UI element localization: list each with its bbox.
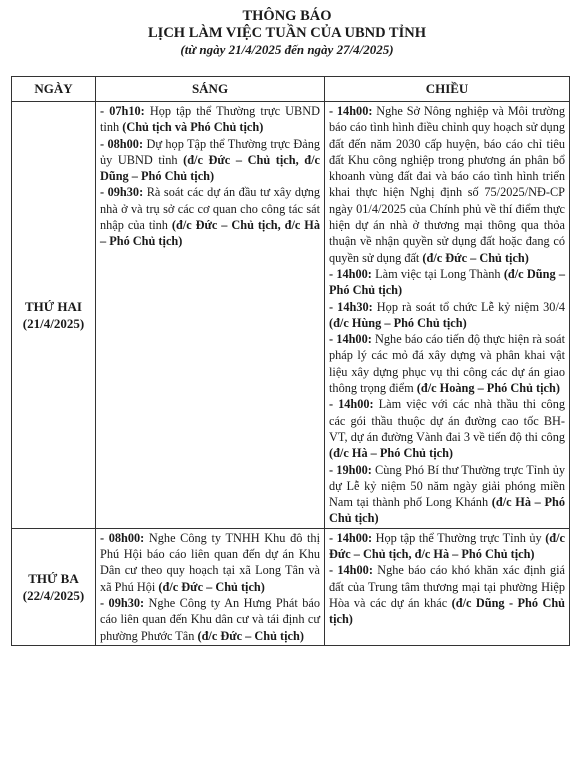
item-text: Họp rà soát tổ chức Lễ kỷ niệm 30/4 [372, 299, 566, 314]
item-time: - 14h00: [329, 332, 372, 347]
item-attendees: (đ/c Đức – Chủ tịch) [422, 250, 529, 265]
item-time: - 08h00: [100, 530, 145, 545]
item-attendees: (đ/c Dũng – Phó Chủ tịch) [329, 266, 565, 298]
item-attendees: (đ/c Hoàng – Phó Chủ tịch) [416, 381, 560, 396]
afternoon-cell [325, 528, 570, 645]
item-attendees: (đ/c Đức – Chủ tịch, đ/c Hà – Phó Chủ tịch) [100, 218, 320, 249]
item-attendees: (đ/c Đức – Chủ tịch) [197, 628, 304, 643]
schedule-item [329, 331, 565, 396]
day-name: THỨ BA [28, 570, 79, 586]
schedule-item [329, 530, 565, 563]
item-text: Nghe báo cáo tiến độ thực hiện rà soát pháp lý các mỏ đá xây dựng và phân khai vật liệu xây dựng phục vụ thi công các dự án giao thông trọng điểm [329, 332, 565, 396]
item-text: Rà soát các dự án đầu tư xây dựng nhà ở và trụ sở các cơ quan cho công tác sát nhập của tỉnh [100, 185, 320, 233]
schedule-item [100, 136, 320, 185]
item-text: Nghe Công ty An Hưng Phát báo cáo liên quan đến Khu dân cư và tái định cư phường Phước Tân [100, 595, 320, 643]
item-text: Họp tập thể Thường trực UBND tỉnh [100, 104, 320, 135]
table-row [12, 102, 570, 529]
morning-cell [96, 528, 325, 645]
item-attendees: (đ/c Đức – Chủ tịch, đ/c Hà – Phó Chủ tịch) [329, 530, 565, 562]
item-attendees: (đ/c Đức – Chủ tịch) [158, 579, 265, 594]
item-attendees: (Chủ tịch và Phó Chủ tịch) [122, 120, 264, 135]
schedule-item [100, 103, 320, 136]
item-text: Làm việc tại Long Thành [371, 266, 504, 281]
day-name: THỨ HAI [25, 298, 82, 314]
item-attendees: (đ/c Hà – Phó Chủ tịch) [329, 446, 454, 461]
item-time: - 14h00: [329, 104, 373, 118]
notice-subtitle: LỊCH LÀM VIỆC TUẦN CỦA UBND TỈNH [148, 25, 426, 41]
col-morning: SÁNG [96, 77, 325, 102]
item-time: - 14h00: [329, 563, 373, 578]
item-attendees: (đ/c Dũng - Phó Chủ tịch) [329, 595, 565, 627]
day-cell [12, 528, 96, 645]
item-attendees: (đ/c Hà – Phó Chủ tịch) [329, 495, 565, 526]
afternoon-cell [325, 102, 570, 529]
schedule-item [329, 266, 565, 299]
schedule-item [329, 462, 565, 527]
item-time: - 14h00: [329, 397, 374, 412]
item-text: Làm việc với các nhà thầu thi công các gói thầu thuộc dự án đường cao tốc BH-VT, dự án đường Vành đai 3 về tiến độ thi công [329, 397, 565, 444]
schedule-item [100, 595, 320, 644]
item-attendees: (đ/c Hùng – Phó Chủ tịch) [329, 315, 467, 330]
item-time: - 08h00: [100, 136, 144, 151]
schedule-item [100, 184, 320, 249]
item-text: Dự họp Tập thể Thường trực Đảng ủy UBND tỉnh [100, 136, 320, 167]
date-range: (từ ngày 21/4/2025 đến ngày 27/4/2025) [180, 42, 394, 57]
day-cell [12, 102, 96, 529]
schedule-item [329, 103, 565, 266]
item-attendees: (đ/c Đức – Chủ tịch, đ/c Dũng – Phó Chủ tịch) [100, 152, 320, 184]
item-text: Nghe báo cáo khó khăn xác định giá đất của Trung tâm thương mại tại phường Hiệp Hòa và các dự án khác [329, 563, 565, 610]
col-afternoon: CHIỀU [325, 77, 570, 102]
table-row [12, 528, 570, 645]
item-text: Cùng Phó Bí thư Thường trực Tỉnh ủy dự Lễ kỷ niệm 50 năm ngày giải phóng miền Nam tại thành phố Long Khánh [329, 462, 566, 510]
item-time: - 09h30: [100, 185, 144, 200]
col-day: NGÀY [12, 77, 96, 102]
schedule-table [11, 76, 570, 646]
schedule-item [100, 530, 320, 595]
item-text: Họp tập thể Thường trực Tỉnh ủy [372, 530, 546, 545]
item-time: - 09h30: [100, 595, 145, 610]
item-time: - 07h10: [100, 104, 145, 118]
morning-cell [96, 102, 325, 529]
schedule-item [329, 299, 565, 332]
item-time: - 14h00: [329, 266, 372, 281]
item-text: Nghe Công ty TNHH Khu đô thị Phú Hội báo cáo liên quan đến dự án Khu Dân cư theo quy hoạch tại xã Long Tân và xã Phú Hội [100, 530, 320, 594]
item-time: - 19h00: [329, 462, 372, 477]
notice-title: THÔNG BÁO [242, 8, 332, 24]
item-time: - 14h30: [329, 299, 373, 314]
item-time: - 14h00: [329, 530, 373, 545]
header-row [12, 77, 570, 102]
day-date: (21/4/2025) [22, 315, 85, 331]
schedule-item [329, 562, 565, 627]
schedule-item [329, 396, 565, 461]
day-date: (22/4/2025) [22, 587, 85, 603]
item-text: Nghe Sở Nông nghiệp và Môi trường báo cáo tình hình điều chỉnh quy hoạch sử dụng đất đến năm 2030 cấp huyện, báo cáo chỉ tiêu đất Khu công nghiệp trong phương án phân bổ khoanh vùng đất đai và báo cáo tình hình triển khai thực hiện Nghị định số 75/2025/NĐ-CP ngày 01/4/2025 của Chính phủ về thí điểm thực hiện dự án nhà ở thương mại thông qua thỏa thuận về nhận quyền sử dụng đất hoặc đang có quyền sử dụng đất [329, 104, 565, 265]
